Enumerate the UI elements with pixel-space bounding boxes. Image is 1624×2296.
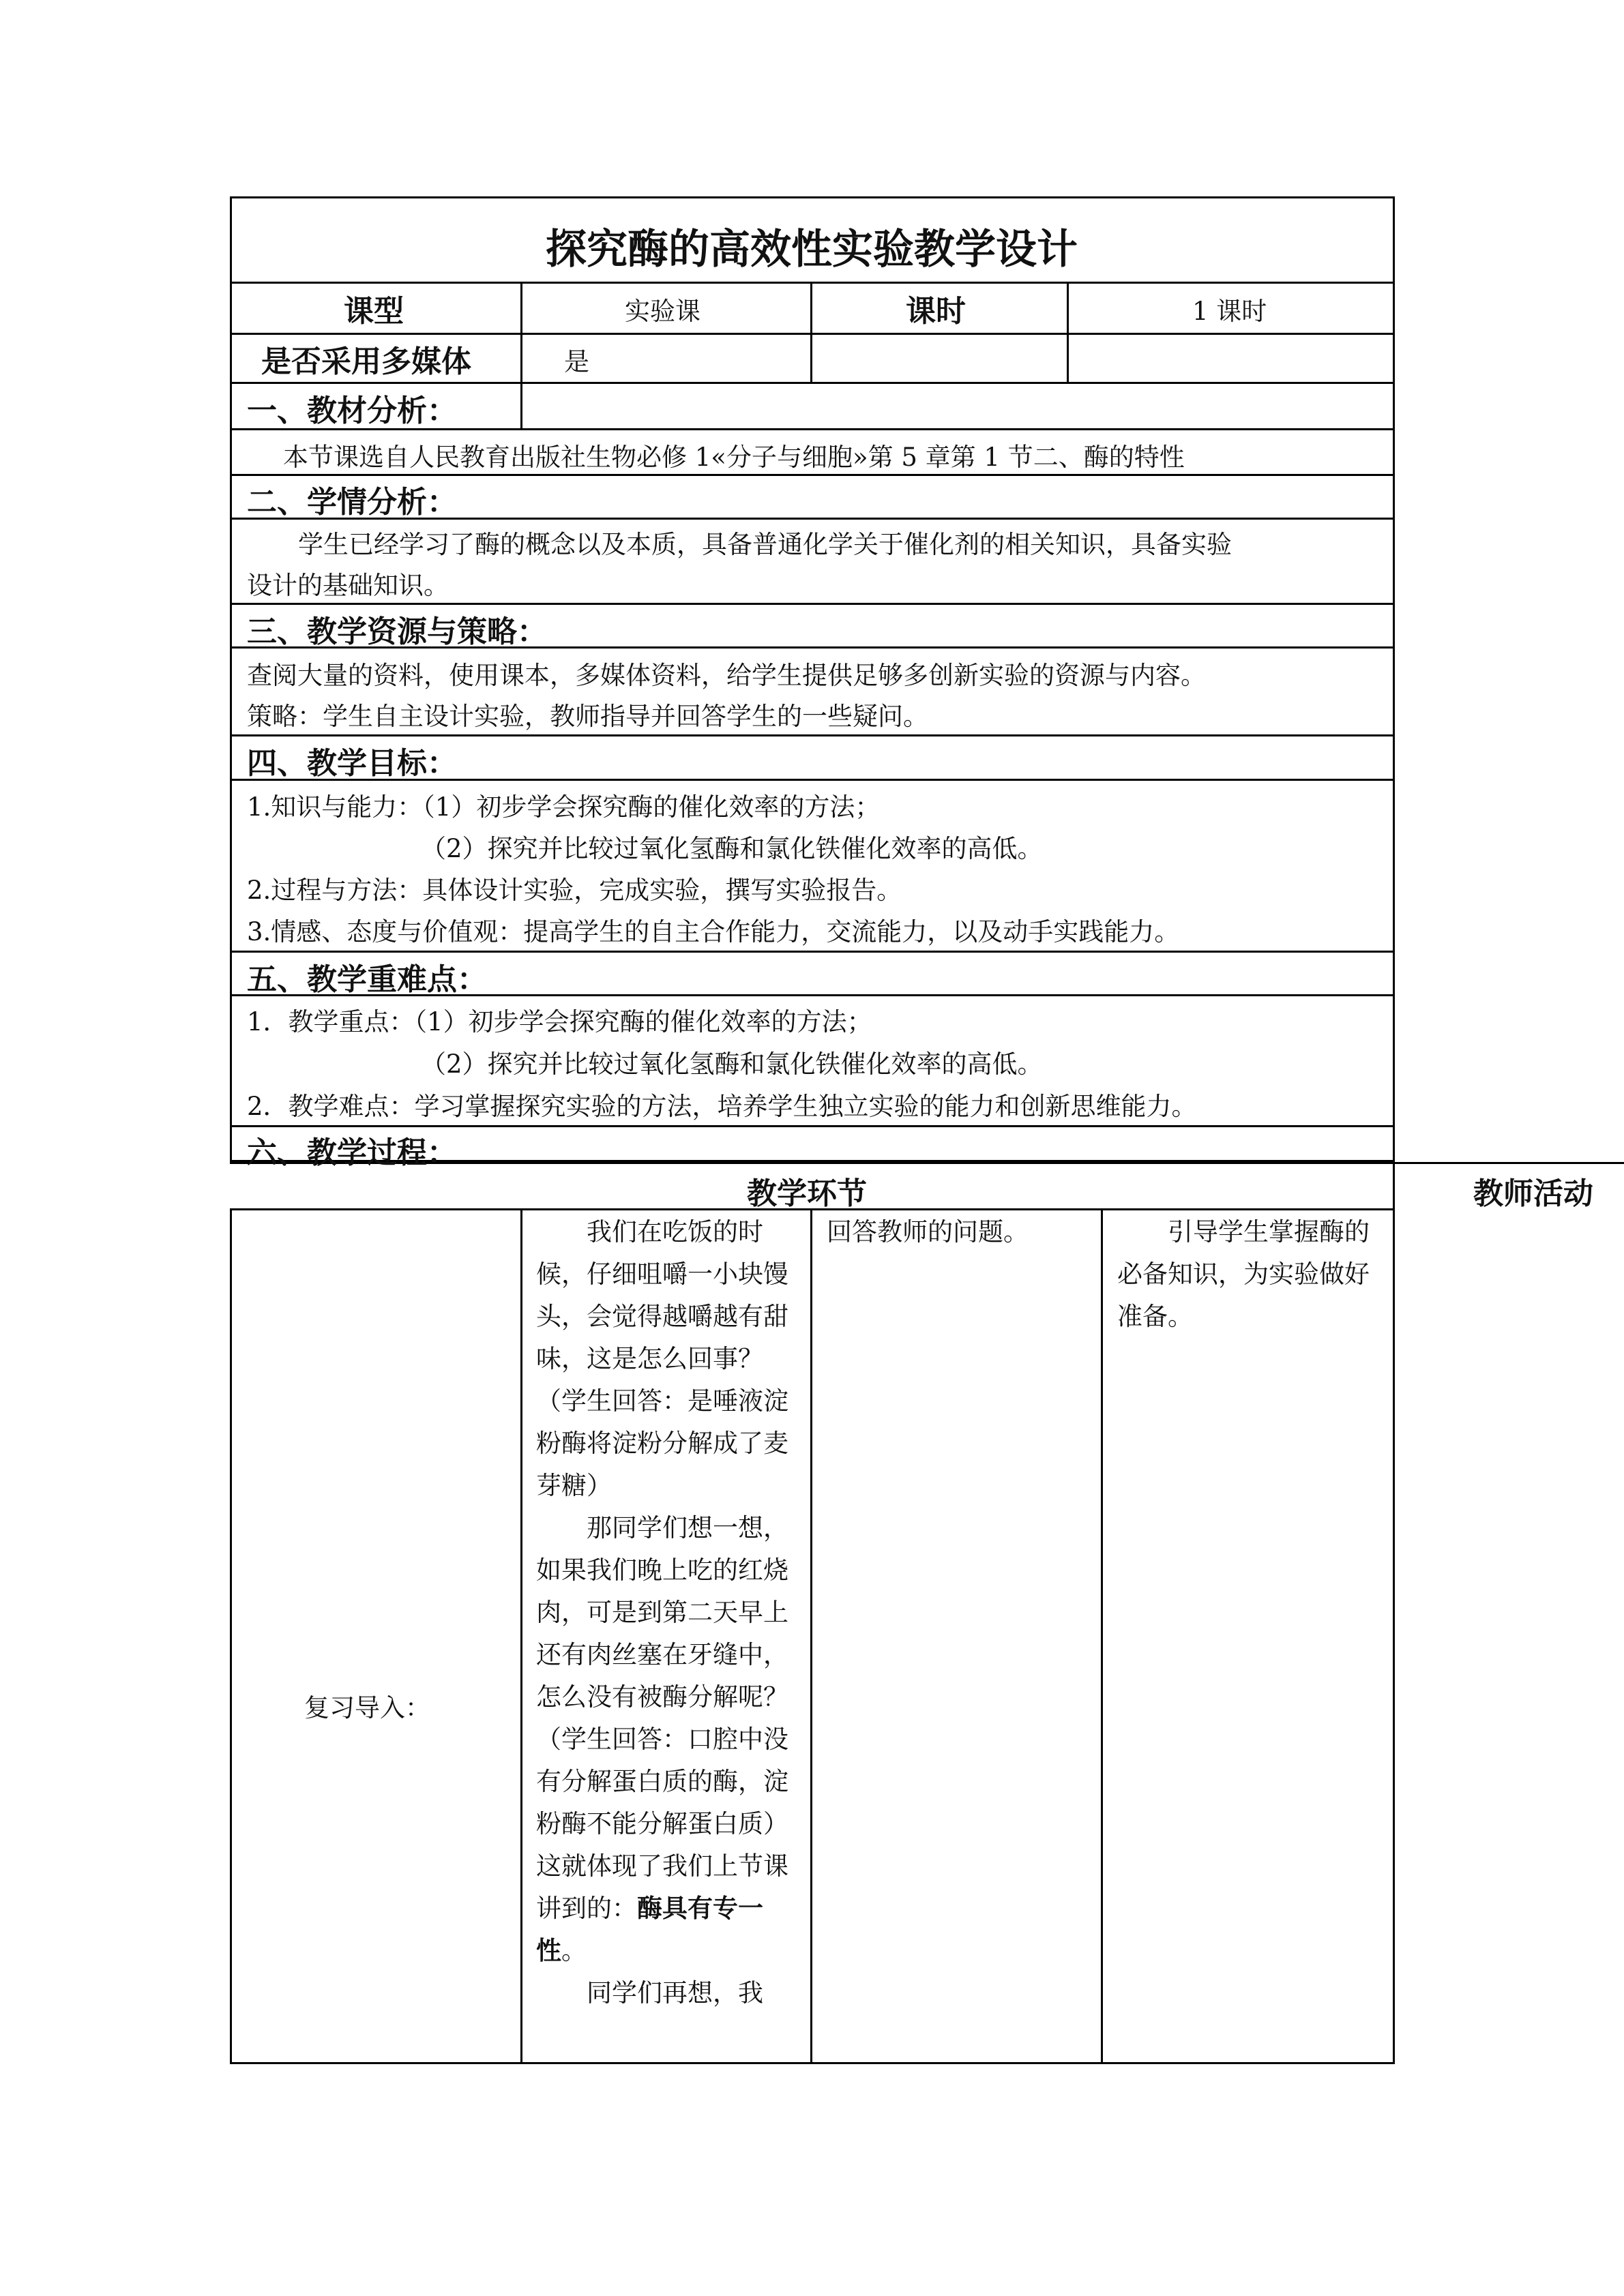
section-5-line1: 1．教学重点：（1）初步学会探究酶的催化效率的方法； [247,1007,872,1037]
design-intent-cell: 引导学生掌握酶的必备知识，为实验做好准备。 [1117,1217,1370,1331]
row-divider [230,1125,1395,1127]
col-divider [1101,1208,1103,2064]
col-divider [520,282,522,382]
row-divider [230,734,1395,736]
section-2-title: 二、学情分析： [247,485,457,520]
section-2-line1: 学生已经学习了酶的概念以及本质，具备普通化学关于催化剂的相关知识，具备实验 [298,530,1232,559]
col-divider [520,1208,522,2064]
section-6-title: 六、教学过程： [247,1135,457,1170]
section-4-line3: 2.过程与方法：具体设计实验，完成实验，撰写实验报告。 [247,876,902,905]
section-5-line2: （2）探究并比较过氧化氢酶和氯化铁催化效率的高低。 [421,1049,1043,1079]
student-activity-cell: 回答教师的问题。 [827,1217,1029,1247]
section-1-title: 一、教材分析： [247,393,457,428]
section-2-line2: 设计的基础知识。 [247,571,449,600]
section-3-line1: 查阅大量的资料，使用课本，多媒体资料，给学生提供足够多创新实验的资源与内容。 [247,661,1206,690]
col-divider [810,1208,812,2064]
course-type-value: 实验课 [625,297,700,326]
section-4-line4: 3.情感、态度与价值观：提高学生的自主合作能力，交流能力，以及动手实践能力。 [247,917,1180,946]
section-3-title: 三、教学资源与策略： [247,614,547,649]
col-divider [1067,282,1069,382]
process-stage: 复习导入： [304,1693,430,1723]
section-1-text: 本节课选自人民教育出版社生物必修 1«分子与细胞»第 5 章第 1 节二、酶的特性 [283,443,1185,472]
teacher-paragraph-2-text: 那同学们想一想，如果我们晚上吃的红烧肉，可是到第二天早上还有肉丝塞在牙缝中，怎么没有被酶分解呢？（学生回答：口腔中没有分解蛋白质的酶，淀粉酶不能分解蛋白质）这就体现了我们上节课讲到的： [536,1513,788,1923]
section-3-line2: 策略：学生自主设计实验，教师指导并回答学生的一些疑问。 [247,702,928,731]
row-divider [230,333,1395,335]
section-5-line3: 2．教学难点：学习掌握探究实验的方法，培养学生独立实验的能力和创新思维能力。 [247,1092,1197,1121]
row-divider [230,282,1395,284]
teacher-paragraph-1: 我们在吃饭的时候，仔细咀嚼一小块馒头，会觉得越嚼越有甜味，这是怎么回事？（学生回答：是唾液淀粉酶将淀粉分解成了麦芽糖） [536,1217,788,1500]
row-divider [230,603,1395,605]
hours-value: 1 课时 [1192,297,1267,326]
row-divider [230,951,1395,953]
teacher-paragraph-2-end: 。 [561,1936,587,1965]
row-divider [230,382,1395,384]
col-divider [810,282,812,382]
teacher-activity-cell [536,1211,797,2014]
page-title: 探究酶的高效性实验教学设计 [546,226,1078,273]
teacher-paragraph-3: 同学们再想，我 [587,1978,763,2008]
col-divider [520,382,522,428]
section-4-line2: （2）探究并比较过氧化氢酶和氯化铁催化效率的高低。 [421,834,1043,863]
section-4-title: 四、教学目标： [247,746,457,781]
process-header-stage: 教学环节 [747,1176,867,1211]
course-type-label: 课型 [344,294,404,329]
section-4-line1: 1.知识与能力：（1）初步学会探究酶的催化效率的方法； [247,792,881,822]
process-header-divider [1393,1125,1395,1210]
key-point: 酶具有专一性 [536,1894,763,1965]
row-divider [230,474,1395,476]
process-header-teacher: 教师活动 [1473,1176,1593,1211]
multimedia-label: 是否采用多媒体 [261,344,471,379]
multimedia-value: 是 [564,347,589,376]
section-5-title: 五、教学重难点： [247,962,487,997]
teacher-paragraph-2 [536,1507,797,1972]
hours-label: 课时 [906,294,966,329]
